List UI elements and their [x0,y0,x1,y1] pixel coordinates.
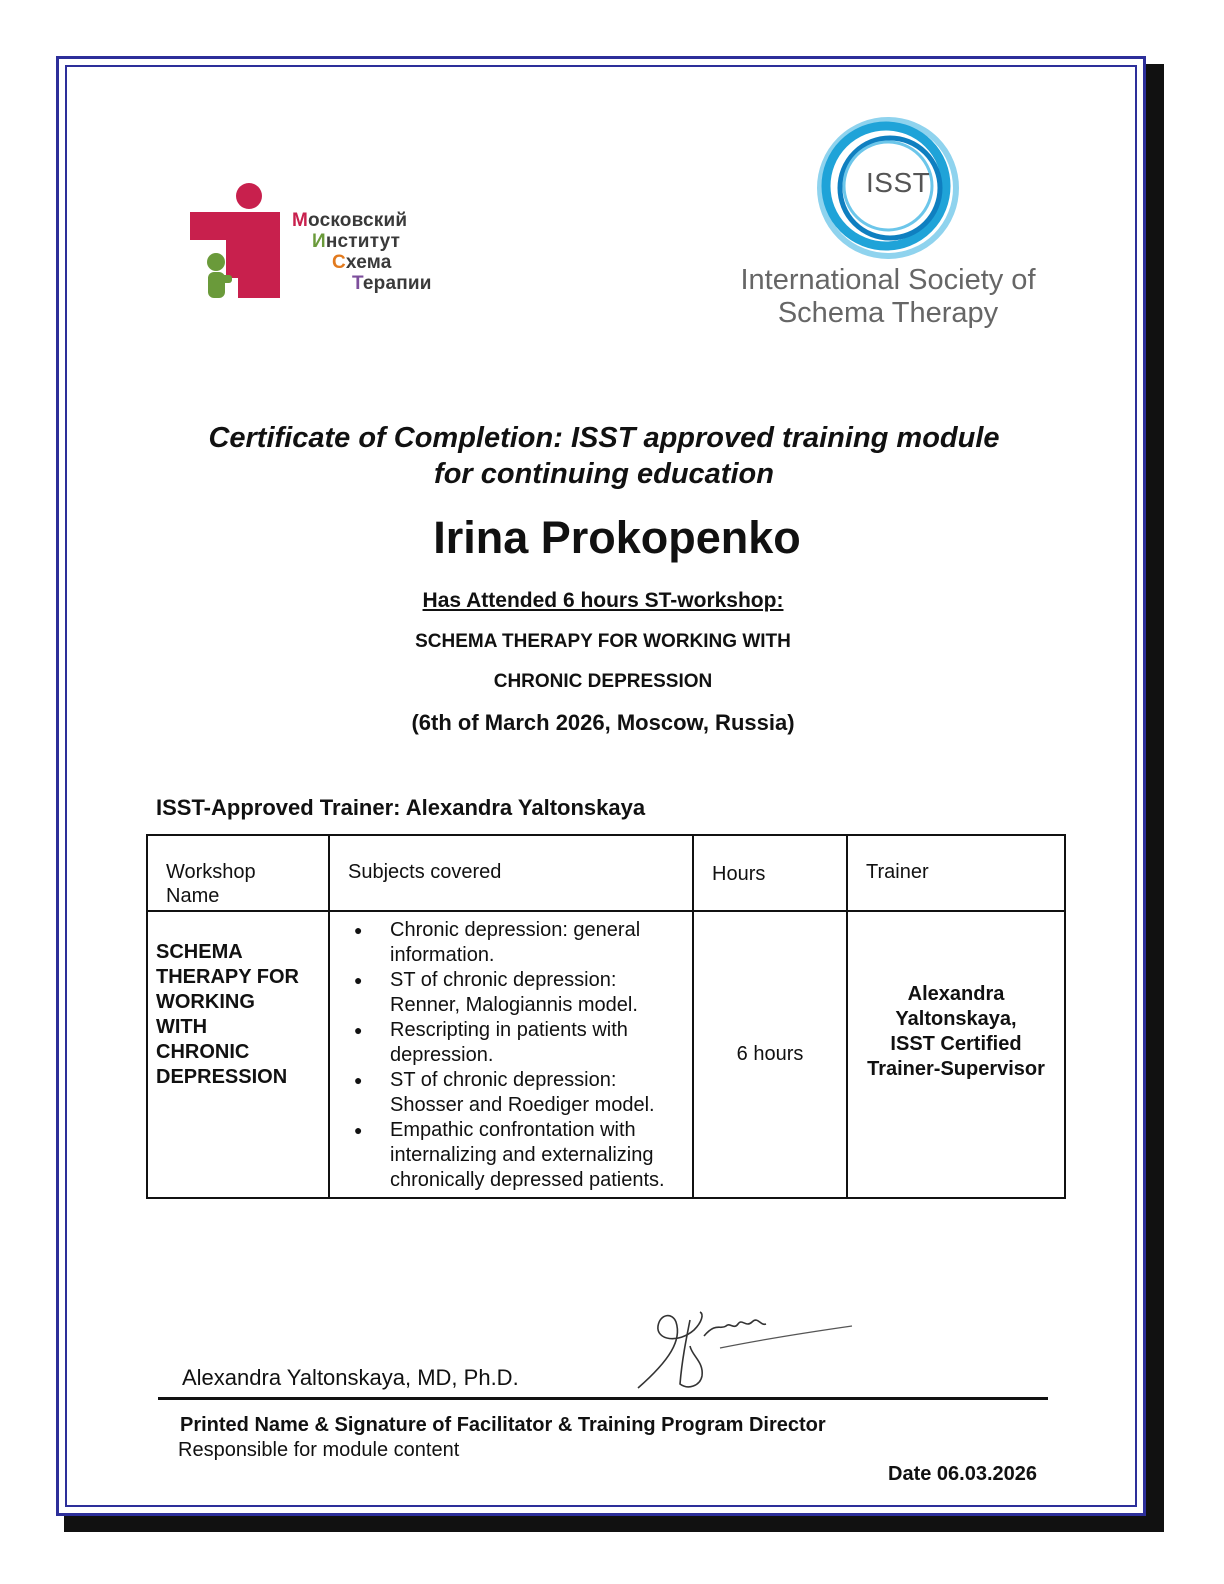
cell-trainer: Alexandra Yaltonskaya, ISST Certified Trainer-Supervisor [847,911,1065,1198]
header-trainer: Trainer [847,835,1065,911]
moscow-institute-emblem-icon [188,182,288,302]
cell-subjects [329,911,693,1198]
header-hours: Hours [693,835,847,911]
handwritten-signature-icon [630,1300,860,1400]
moscow-institute-logo [188,182,458,302]
certificate-date: Date 06.03.2026 [888,1463,1038,1485]
isst-full-name: International Society of Schema Therapy [740,264,1036,329]
workshop-table [146,834,1066,1199]
table-row [147,911,1065,1198]
workshop-date-place: (6th of March 2026, Moscow, Russia) [411,710,795,735]
approved-trainer-line: ISST-Approved Trainer: Alexandra Yaltonskaya [156,795,646,820]
attended-statement: Has Attended 6 hours ST-workshop: [422,589,784,612]
list-item: ● Rescripting in patients with depression. [390,1018,692,1068]
workshop-title-line-1: SCHEMA THERAPY FOR WORKING WITH [415,631,791,652]
list-item: ● ST of chronic depression: Shosser and Roediger model. [390,1068,692,1118]
isst-logo [728,112,1048,342]
subjects-list [330,918,692,1193]
signature-line [158,1397,1048,1400]
table-header-row [147,835,1065,911]
responsible-note: Responsible for module content [178,1439,460,1461]
recipient-name: Irina Prokopenko [433,512,801,563]
signature-caption: Printed Name & Signature of Facilitator & Training Program Director [180,1414,826,1436]
header-subjects: Subjects covered [329,835,693,911]
cell-workshop-name: SCHEMA THERAPY FOR WORKING WITH CHRONIC DEPRESSION [147,911,329,1198]
cell-hours: 6 hours [693,911,847,1198]
certificate-title: Certificate of Completion: ISST approved training module for continuing education [208,422,1000,490]
workshop-title-line-2: CHRONIC DEPRESSION [493,671,713,692]
header-workshop-name: Workshop Name [147,835,329,911]
moscow-institute-name: Московский Институт Схема Терапии [292,210,432,294]
isst-abbreviation: ISST [866,167,931,198]
list-item: ● Empathic confrontation with internalizing and externalizing chronically depressed patients. [390,1118,692,1193]
list-item: ● Chronic depression: general information. [390,918,692,968]
facilitator-printed-name: Alexandra Yaltonskaya, MD, Ph.D. [182,1365,519,1390]
list-item: ● ST of chronic depression: Renner, Malogiannis model. [390,968,692,1018]
